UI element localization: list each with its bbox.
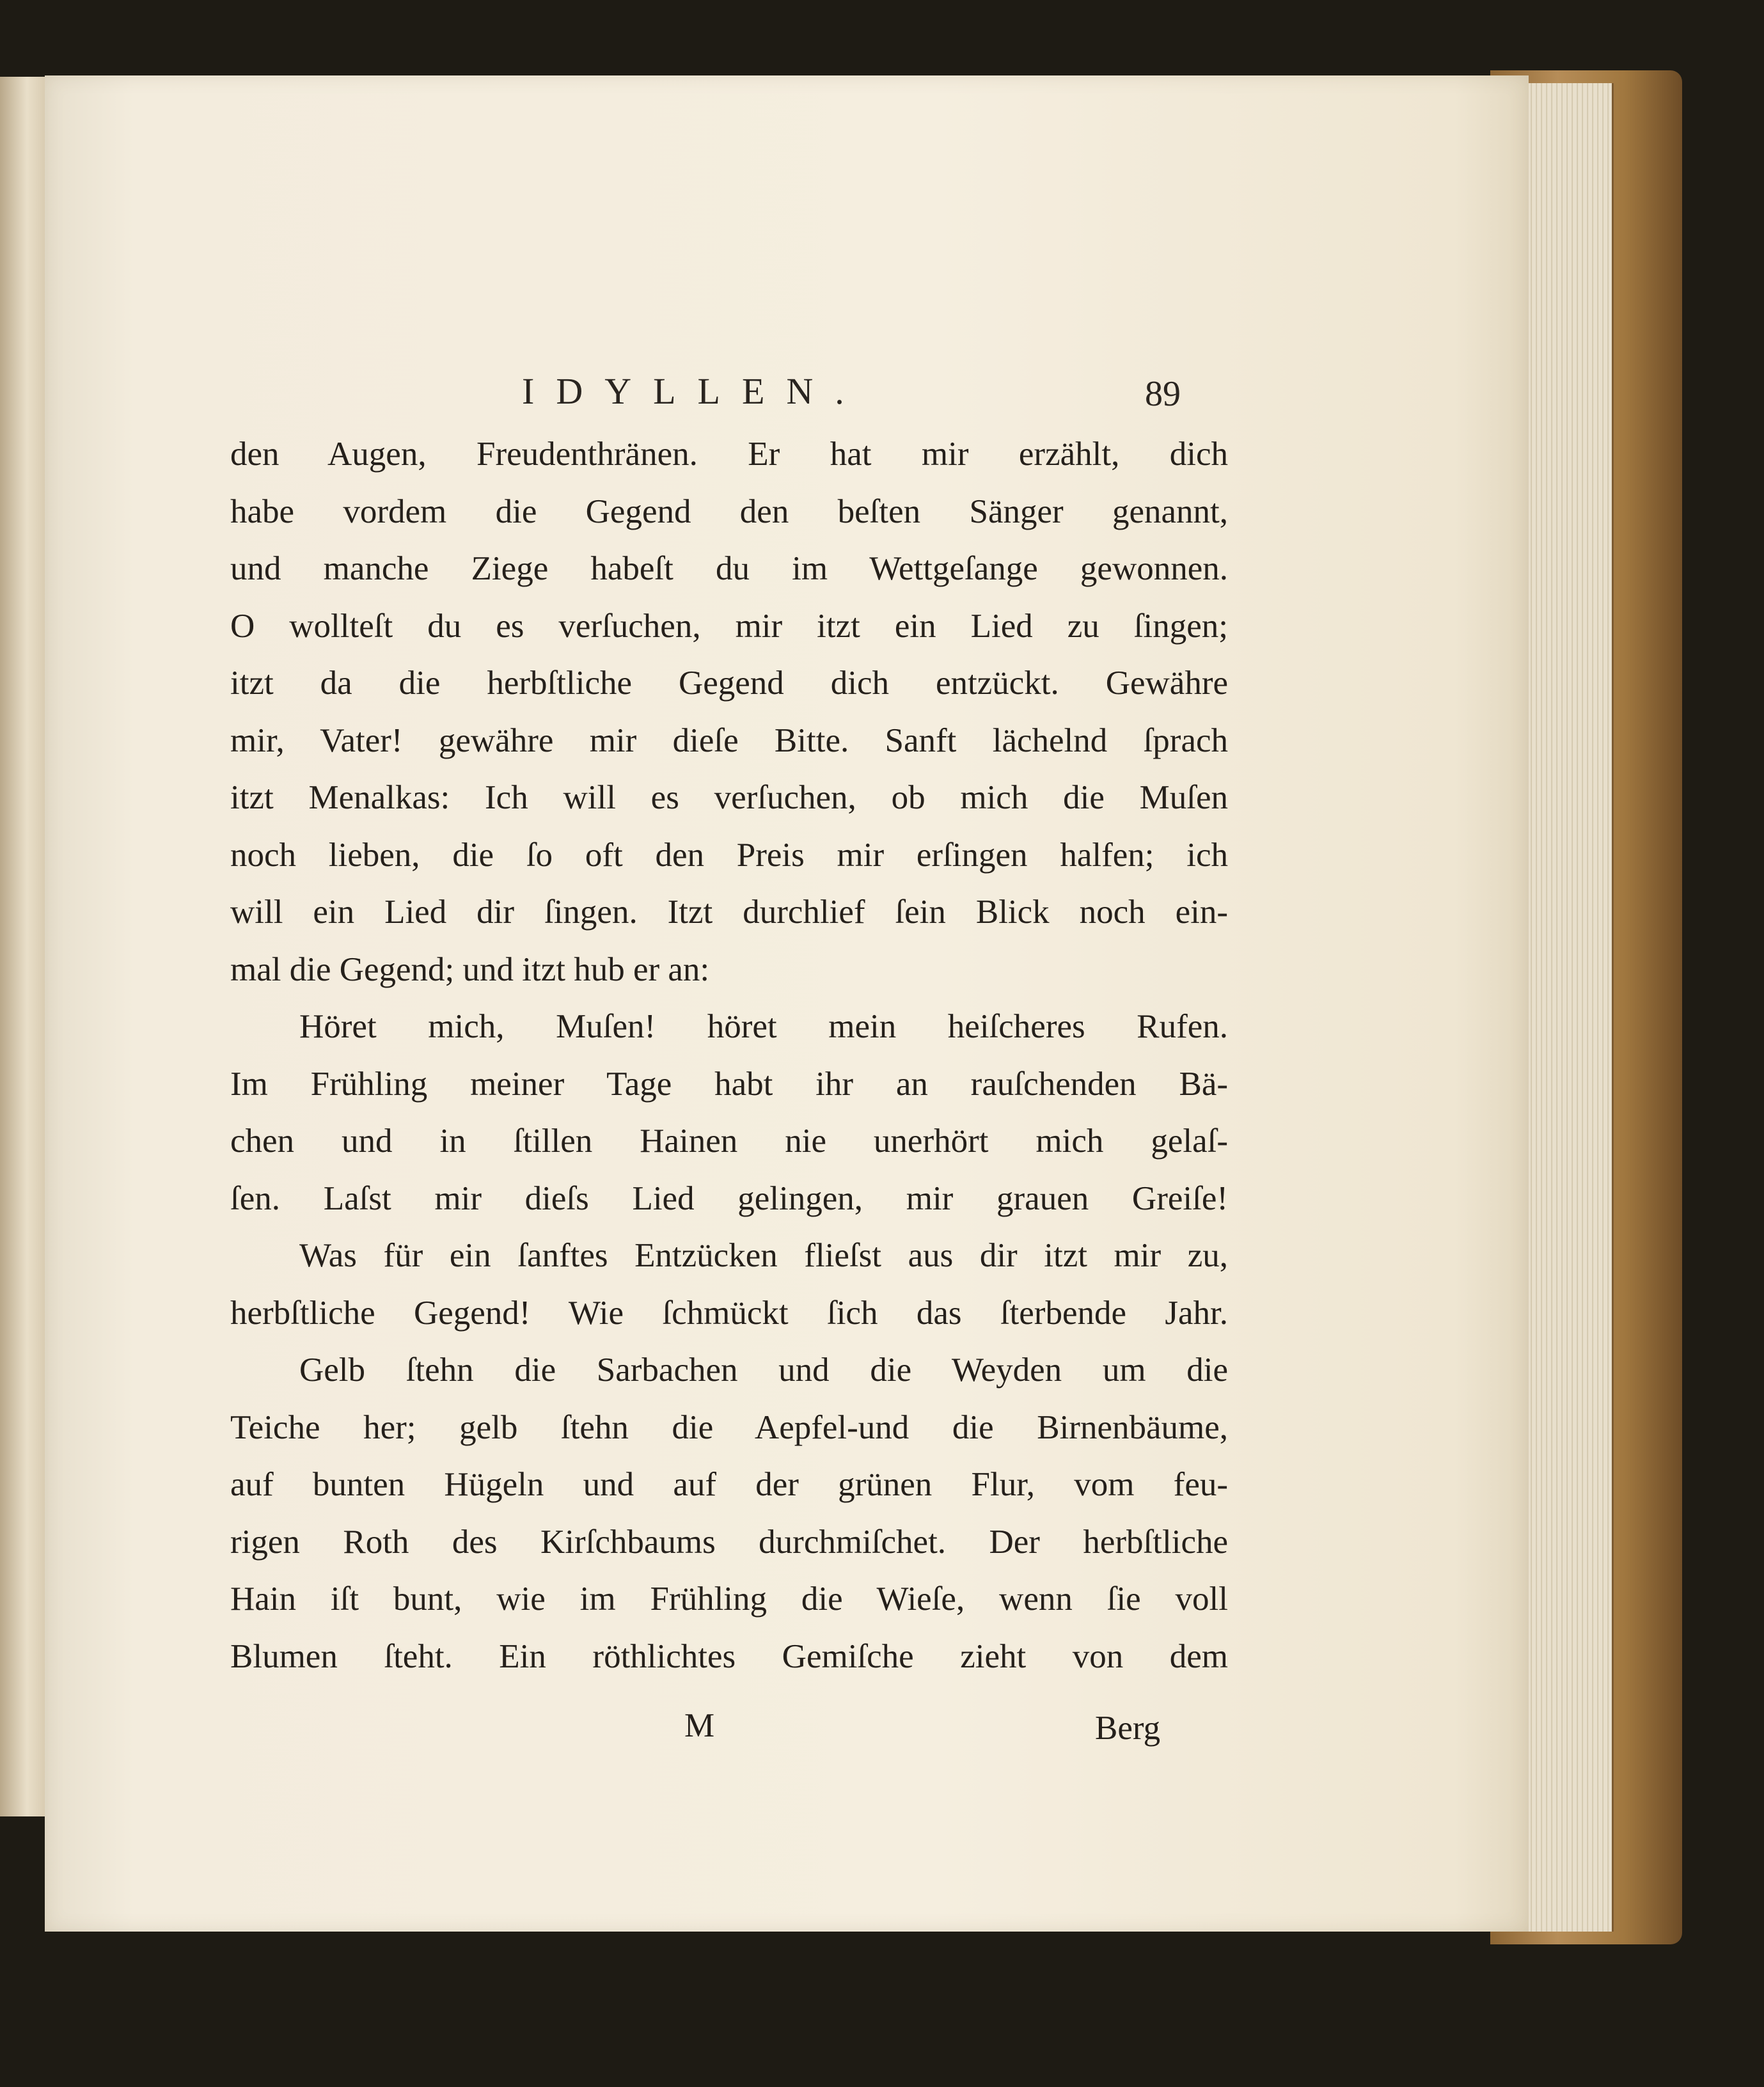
text-line: mal die Gegend; und itzt hub er an: (230, 950, 710, 988)
text-line: itzt Menalkas: Ich will es verſuchen, ob mich die Muſen (230, 779, 1228, 816)
body-text (230, 426, 1228, 1685)
text-line: auf bunten Hügeln und auf der grünen Flur, vom feu- (230, 1466, 1228, 1503)
page-number: 89 (1145, 374, 1181, 414)
text-line: O wollteſt du es verſuchen, mir itzt ein Lied zu ſingen; (230, 607, 1228, 645)
text-line: rigen Roth des Kirſchbaums durchmiſchet. Der herbſtliche (230, 1523, 1228, 1561)
page-header (45, 370, 1529, 421)
text-line: Höret mich, Muſen! höret mein heiſcheres Rufen. (299, 1008, 1228, 1045)
text-line: Was für ein ſanftes Entzücken flieſst aus dir itzt mir zu, (299, 1237, 1228, 1274)
text-line: Hain iſt bunt, wie im Frühling die Wieſe, wenn ſie voll (230, 1580, 1228, 1618)
text-line: herbſtliche Gegend! Wie ſchmückt ſich das ſterbende Jahr. (230, 1294, 1228, 1332)
catchword: Berg (1095, 1710, 1161, 1747)
text-line: will ein Lied dir ſingen. Itzt durchlief ſein Blick noch ein- (230, 894, 1228, 931)
text-line: habe vordem die Gegend den beſten Sänger genannt, (230, 492, 1228, 530)
text-line: noch lieben, die ſo oft den Preis mir erſingen halfen; ich (230, 836, 1228, 874)
text-line: Blumen ſteht. Ein röthlichtes Gemiſche zieht von dem (230, 1637, 1228, 1675)
text-line: und manche Ziege habeſt du im Wettgeſange gewonnen. (230, 550, 1228, 587)
text-line: itzt da die herbſtliche Gegend dich entzückt. Gewähre (230, 665, 1228, 702)
text-line: Teiche her; gelb ſtehn die Aepfel-und die Birnenbäume, (230, 1408, 1228, 1446)
running-title: IDYLLEN. (522, 370, 866, 412)
left-page-edge (0, 77, 46, 1816)
text-line: den Augen, Freudenthränen. Er hat mir erzählt, dich (230, 436, 1228, 473)
signature-mark: M (684, 1707, 715, 1744)
text-line: mir, Vater! gewähre mir dieſe Bitte. Sanft lächelnd ſprach (230, 721, 1228, 759)
text-line: Gelb ſtehn die Sarbachen und die Weyden um die (299, 1351, 1228, 1389)
page-footer (45, 1700, 1529, 1751)
book-page (45, 75, 1529, 1932)
text-line: chen und in ſtillen Hainen nie unerhört mich gelaſ- (230, 1122, 1228, 1160)
text-line: Im Frühling meiner Tage habt ihr an rauſchenden Bä- (230, 1065, 1228, 1103)
text-line: ſen. Laſst mir dieſs Lied gelingen, mir grauen Greiſe! (230, 1179, 1228, 1217)
